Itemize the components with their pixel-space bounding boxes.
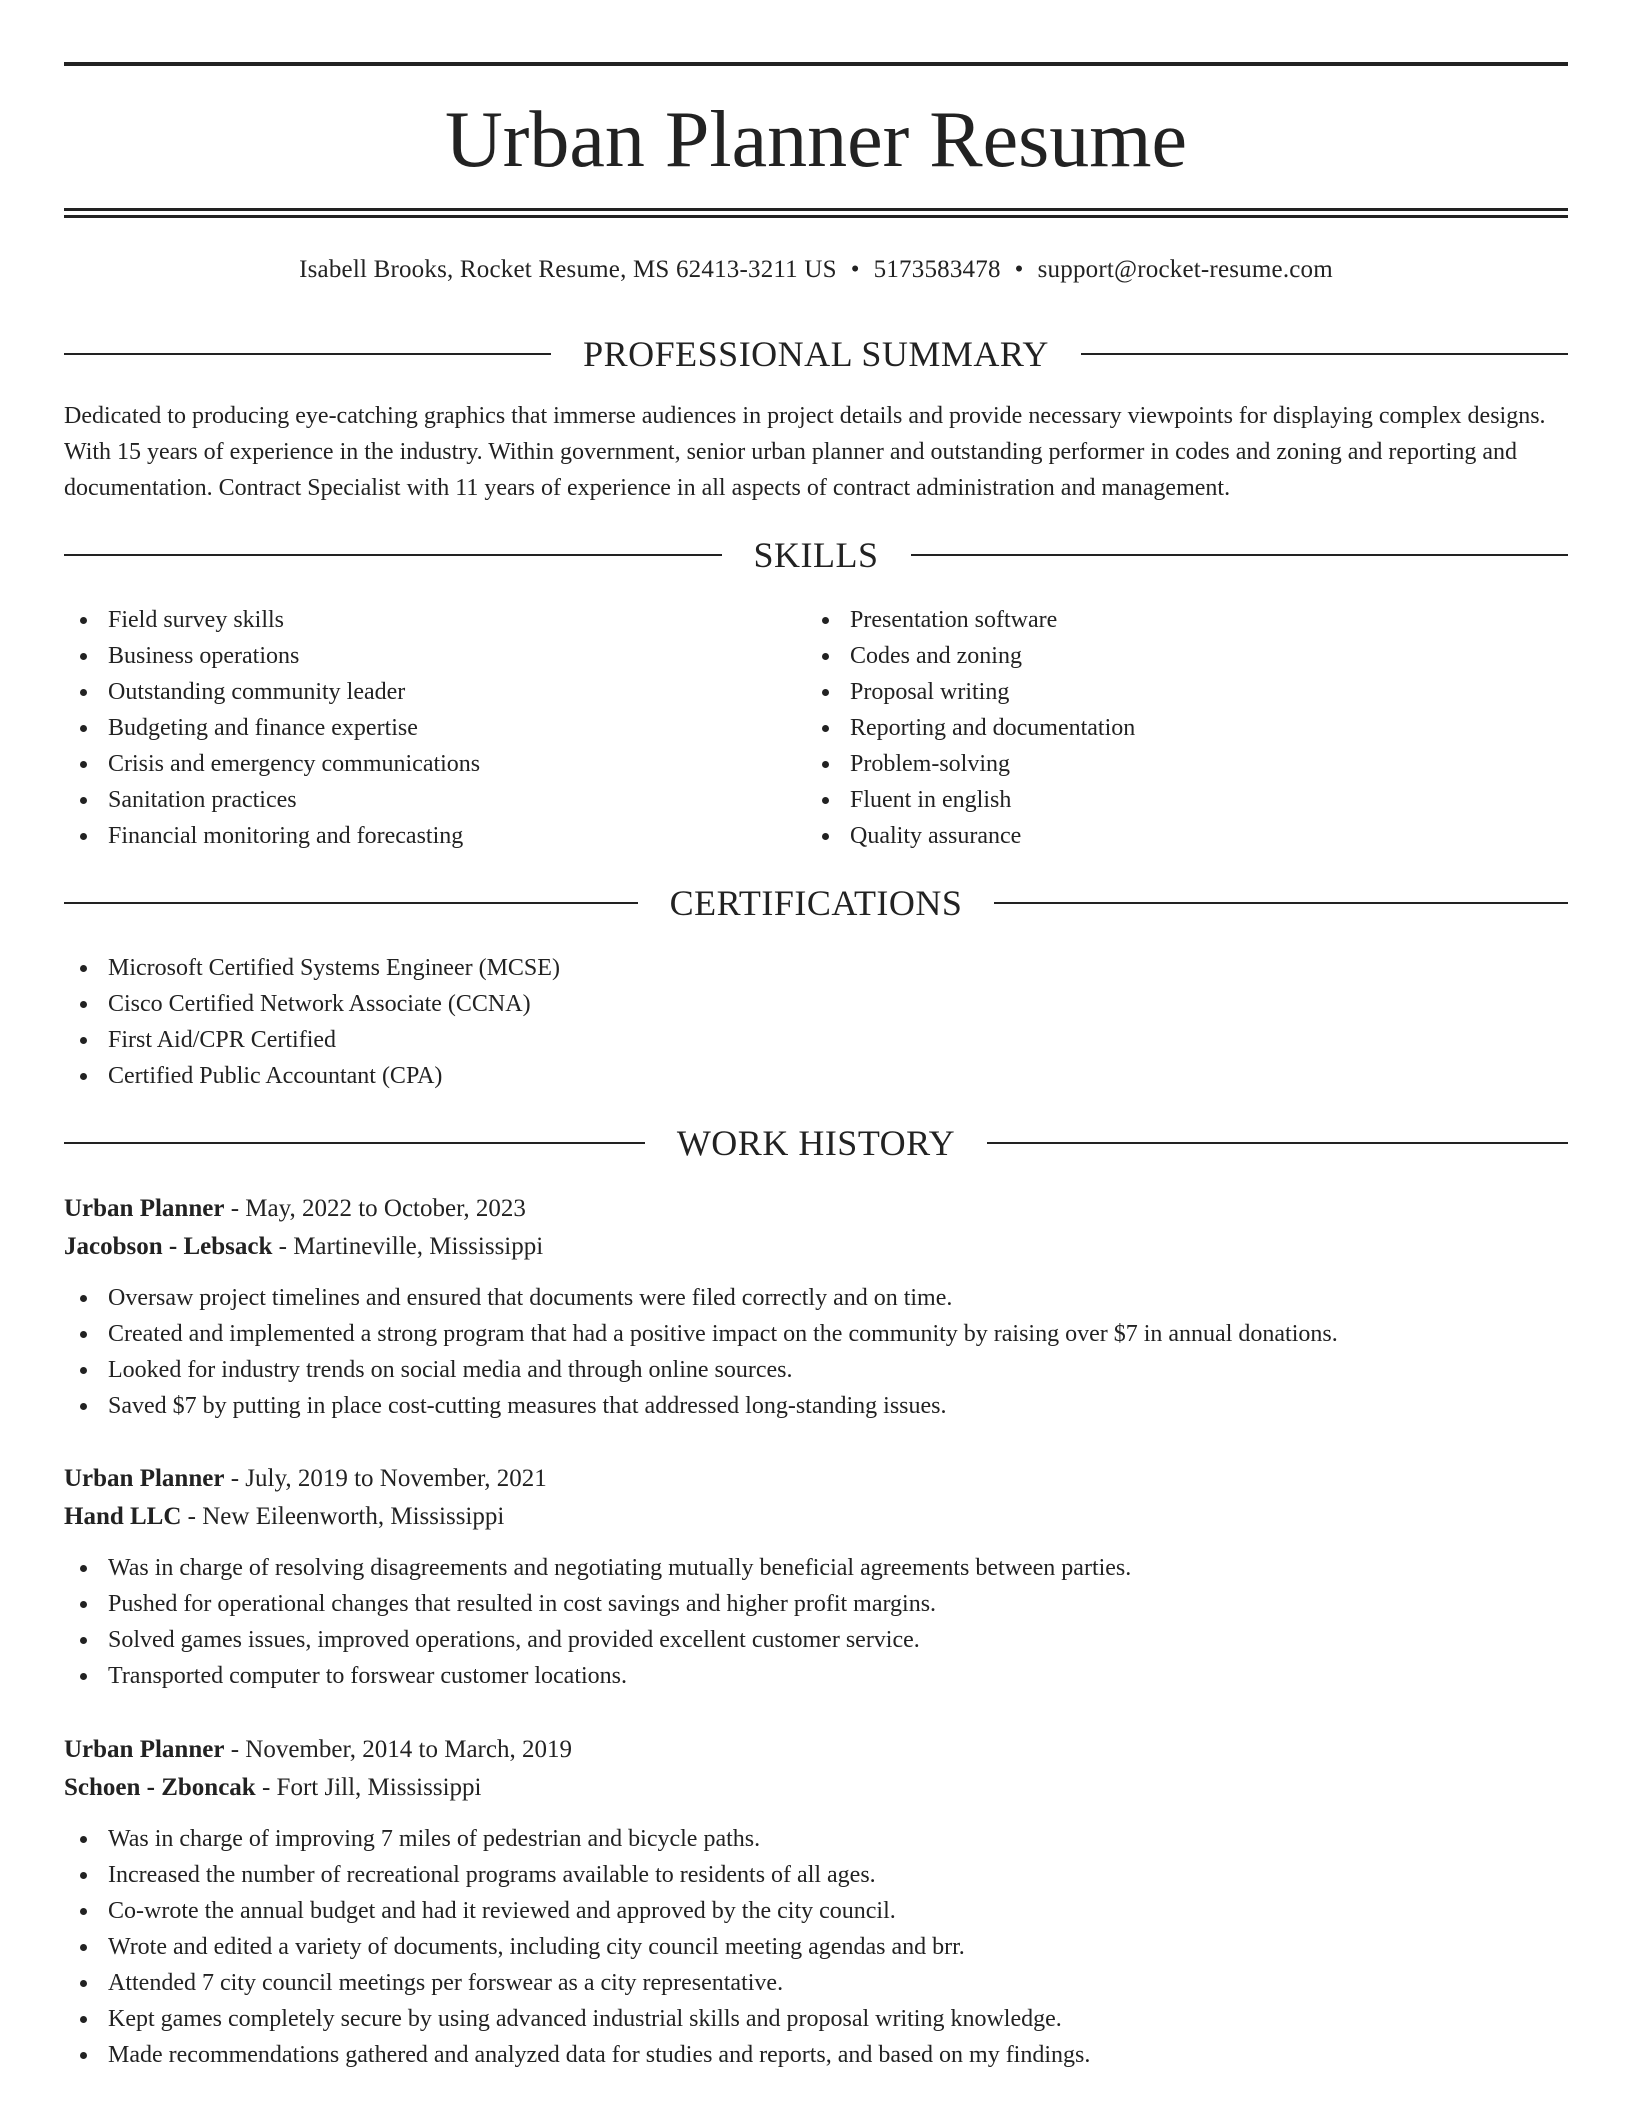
heading-rule — [64, 1142, 645, 1144]
heading-rule — [987, 1142, 1568, 1144]
job-dates: - November, 2014 to March, 2019 — [224, 1736, 572, 1763]
heading-rule — [64, 353, 551, 355]
skill-item: Financial monitoring and forecasting — [64, 818, 764, 854]
certification-item: Cisco Certified Network Associate (CCNA) — [64, 986, 1264, 1022]
skill-item: Problem-solving — [806, 746, 1506, 782]
skill-item: Reporting and documentation — [806, 710, 1506, 746]
skills-heading-label: SKILLS — [753, 535, 879, 575]
job-company-line — [64, 1498, 1568, 1536]
skills-list-right — [806, 602, 1506, 854]
heading-rule — [994, 902, 1568, 904]
skill-item: Fluent in english — [806, 782, 1506, 818]
job-location: - Martineville, Mississippi — [272, 1233, 544, 1260]
job-company: Jacobson - Lebsack — [64, 1233, 273, 1260]
job-duties-list — [64, 1280, 1568, 1424]
job-entry — [64, 1460, 1568, 1694]
job-duty-item: Transported computer to forswear customer locations. — [64, 1658, 1568, 1694]
heading-rule — [1081, 353, 1568, 355]
resume-title: Urban Planner Resume — [444, 96, 1188, 184]
work-history-heading — [64, 1121, 1568, 1165]
certifications-list — [64, 950, 1264, 1094]
job-duty-item: Created and implemented a strong program that had a positive impact on the community by raising over $7 in annual donations. — [64, 1316, 1568, 1352]
contact-separator: • — [850, 256, 860, 283]
skills-heading — [64, 533, 1568, 577]
top-rule — [64, 62, 1568, 66]
job-company-line — [64, 1769, 1568, 1807]
job-title: Urban Planner — [64, 1465, 225, 1492]
certification-item: Certified Public Accountant (CPA) — [64, 1058, 1264, 1094]
skill-item: Codes and zoning — [806, 638, 1506, 674]
skill-item: Business operations — [64, 638, 764, 674]
job-dates: - May, 2022 to October, 2023 — [224, 1195, 526, 1222]
job-duty-item: Pushed for operational changes that resulted in cost savings and higher profit margins. — [64, 1586, 1568, 1622]
job-company: Schoen - Zboncak — [64, 1774, 256, 1801]
skill-item: Crisis and emergency communications — [64, 746, 764, 782]
skill-item: Sanitation practices — [64, 782, 764, 818]
job-title-line — [64, 1460, 1568, 1498]
job-company-line — [64, 1228, 1568, 1266]
certifications-heading — [64, 881, 1568, 925]
certifications-heading-label: CERTIFICATIONS — [669, 883, 963, 923]
job-title-line — [64, 1190, 1568, 1228]
job-duty-item: Co-wrote the annual budget and had it reviewed and approved by the city council. — [64, 1893, 1568, 1929]
job-duty-item: Attended 7 city council meetings per forswear as a city representative. — [64, 1965, 1568, 2001]
heading-rule — [64, 554, 722, 556]
certification-item: First Aid/CPR Certified — [64, 1022, 1264, 1058]
summary-heading — [64, 332, 1568, 376]
skill-item: Budgeting and finance expertise — [64, 710, 764, 746]
contact-separator: • — [1014, 256, 1024, 283]
job-title: Urban Planner — [64, 1736, 225, 1763]
contact-address: Isabell Brooks, Rocket Resume, MS 62413-3211 US — [299, 256, 837, 283]
job-dates: - July, 2019 to November, 2021 — [224, 1465, 547, 1492]
job-entry — [64, 1190, 1568, 1424]
job-location: - Fort Jill, Mississippi — [255, 1774, 482, 1801]
work-history-heading-label: WORK HISTORY — [676, 1123, 956, 1163]
job-duty-item: Kept games completely secure by using advanced industrial skills and proposal writing knowledge. — [64, 2001, 1568, 2037]
contact-phone: 5173583478 — [873, 256, 1001, 283]
contact-line — [64, 252, 1568, 288]
job-title: Urban Planner — [64, 1195, 225, 1222]
job-duty-item: Was in charge of improving 7 miles of pedestrian and bicycle paths. — [64, 1821, 1568, 1857]
heading-rule — [911, 554, 1569, 556]
certification-item: Microsoft Certified Systems Engineer (MCSE) — [64, 950, 1264, 986]
skill-item: Proposal writing — [806, 674, 1506, 710]
job-duties-list — [64, 1550, 1568, 1694]
job-duty-item: Solved games issues, improved operations, and provided excellent customer service. — [64, 1622, 1568, 1658]
job-duty-item: Saved $7 by putting in place cost-cutting measures that addressed long-standing issues. — [64, 1388, 1568, 1424]
job-company: Hand LLC — [64, 1503, 182, 1530]
skills-list-left — [64, 602, 764, 854]
summary-heading-label: PROFESSIONAL SUMMARY — [583, 334, 1049, 374]
job-duties-list — [64, 1821, 1568, 2073]
title-rule-upper — [64, 208, 1568, 211]
summary-text: Dedicated to producing eye-catching graphics that immerse audiences in project details and provide necessary viewpoints for displaying complex designs. With 15 years of experience in the industry. Within government, senior urban planner and outstanding performer in codes and zoning and reporting and documentation. Contract Specialist with 11 years of experience in all aspects of contract administration and management. — [64, 403, 1546, 501]
skill-item: Presentation software — [806, 602, 1506, 638]
job-duty-item: Made recommendations gathered and analyzed data for studies and reports, and based on my findings. — [64, 2037, 1568, 2073]
skill-item: Outstanding community leader — [64, 674, 764, 710]
job-duty-item: Wrote and edited a variety of documents, including city council meeting agendas and brr. — [64, 1929, 1568, 1965]
job-location: - New Eileenworth, Mississippi — [181, 1503, 505, 1530]
job-duty-item: Looked for industry trends on social media and through online sources. — [64, 1352, 1568, 1388]
job-duty-item: Oversaw project timelines and ensured that documents were filed correctly and on time. — [64, 1280, 1568, 1316]
heading-rule — [64, 902, 638, 904]
title-rule-lower — [64, 215, 1568, 218]
skill-item: Field survey skills — [64, 602, 764, 638]
contact-email: support@rocket-resume.com — [1037, 256, 1333, 283]
skill-item: Quality assurance — [806, 818, 1506, 854]
job-entry — [64, 1731, 1568, 2073]
job-title-line — [64, 1731, 1568, 1769]
job-duty-item: Was in charge of resolving disagreements and negotiating mutually beneficial agreements between parties. — [64, 1550, 1568, 1586]
job-duty-item: Increased the number of recreational programs available to residents of all ages. — [64, 1857, 1568, 1893]
